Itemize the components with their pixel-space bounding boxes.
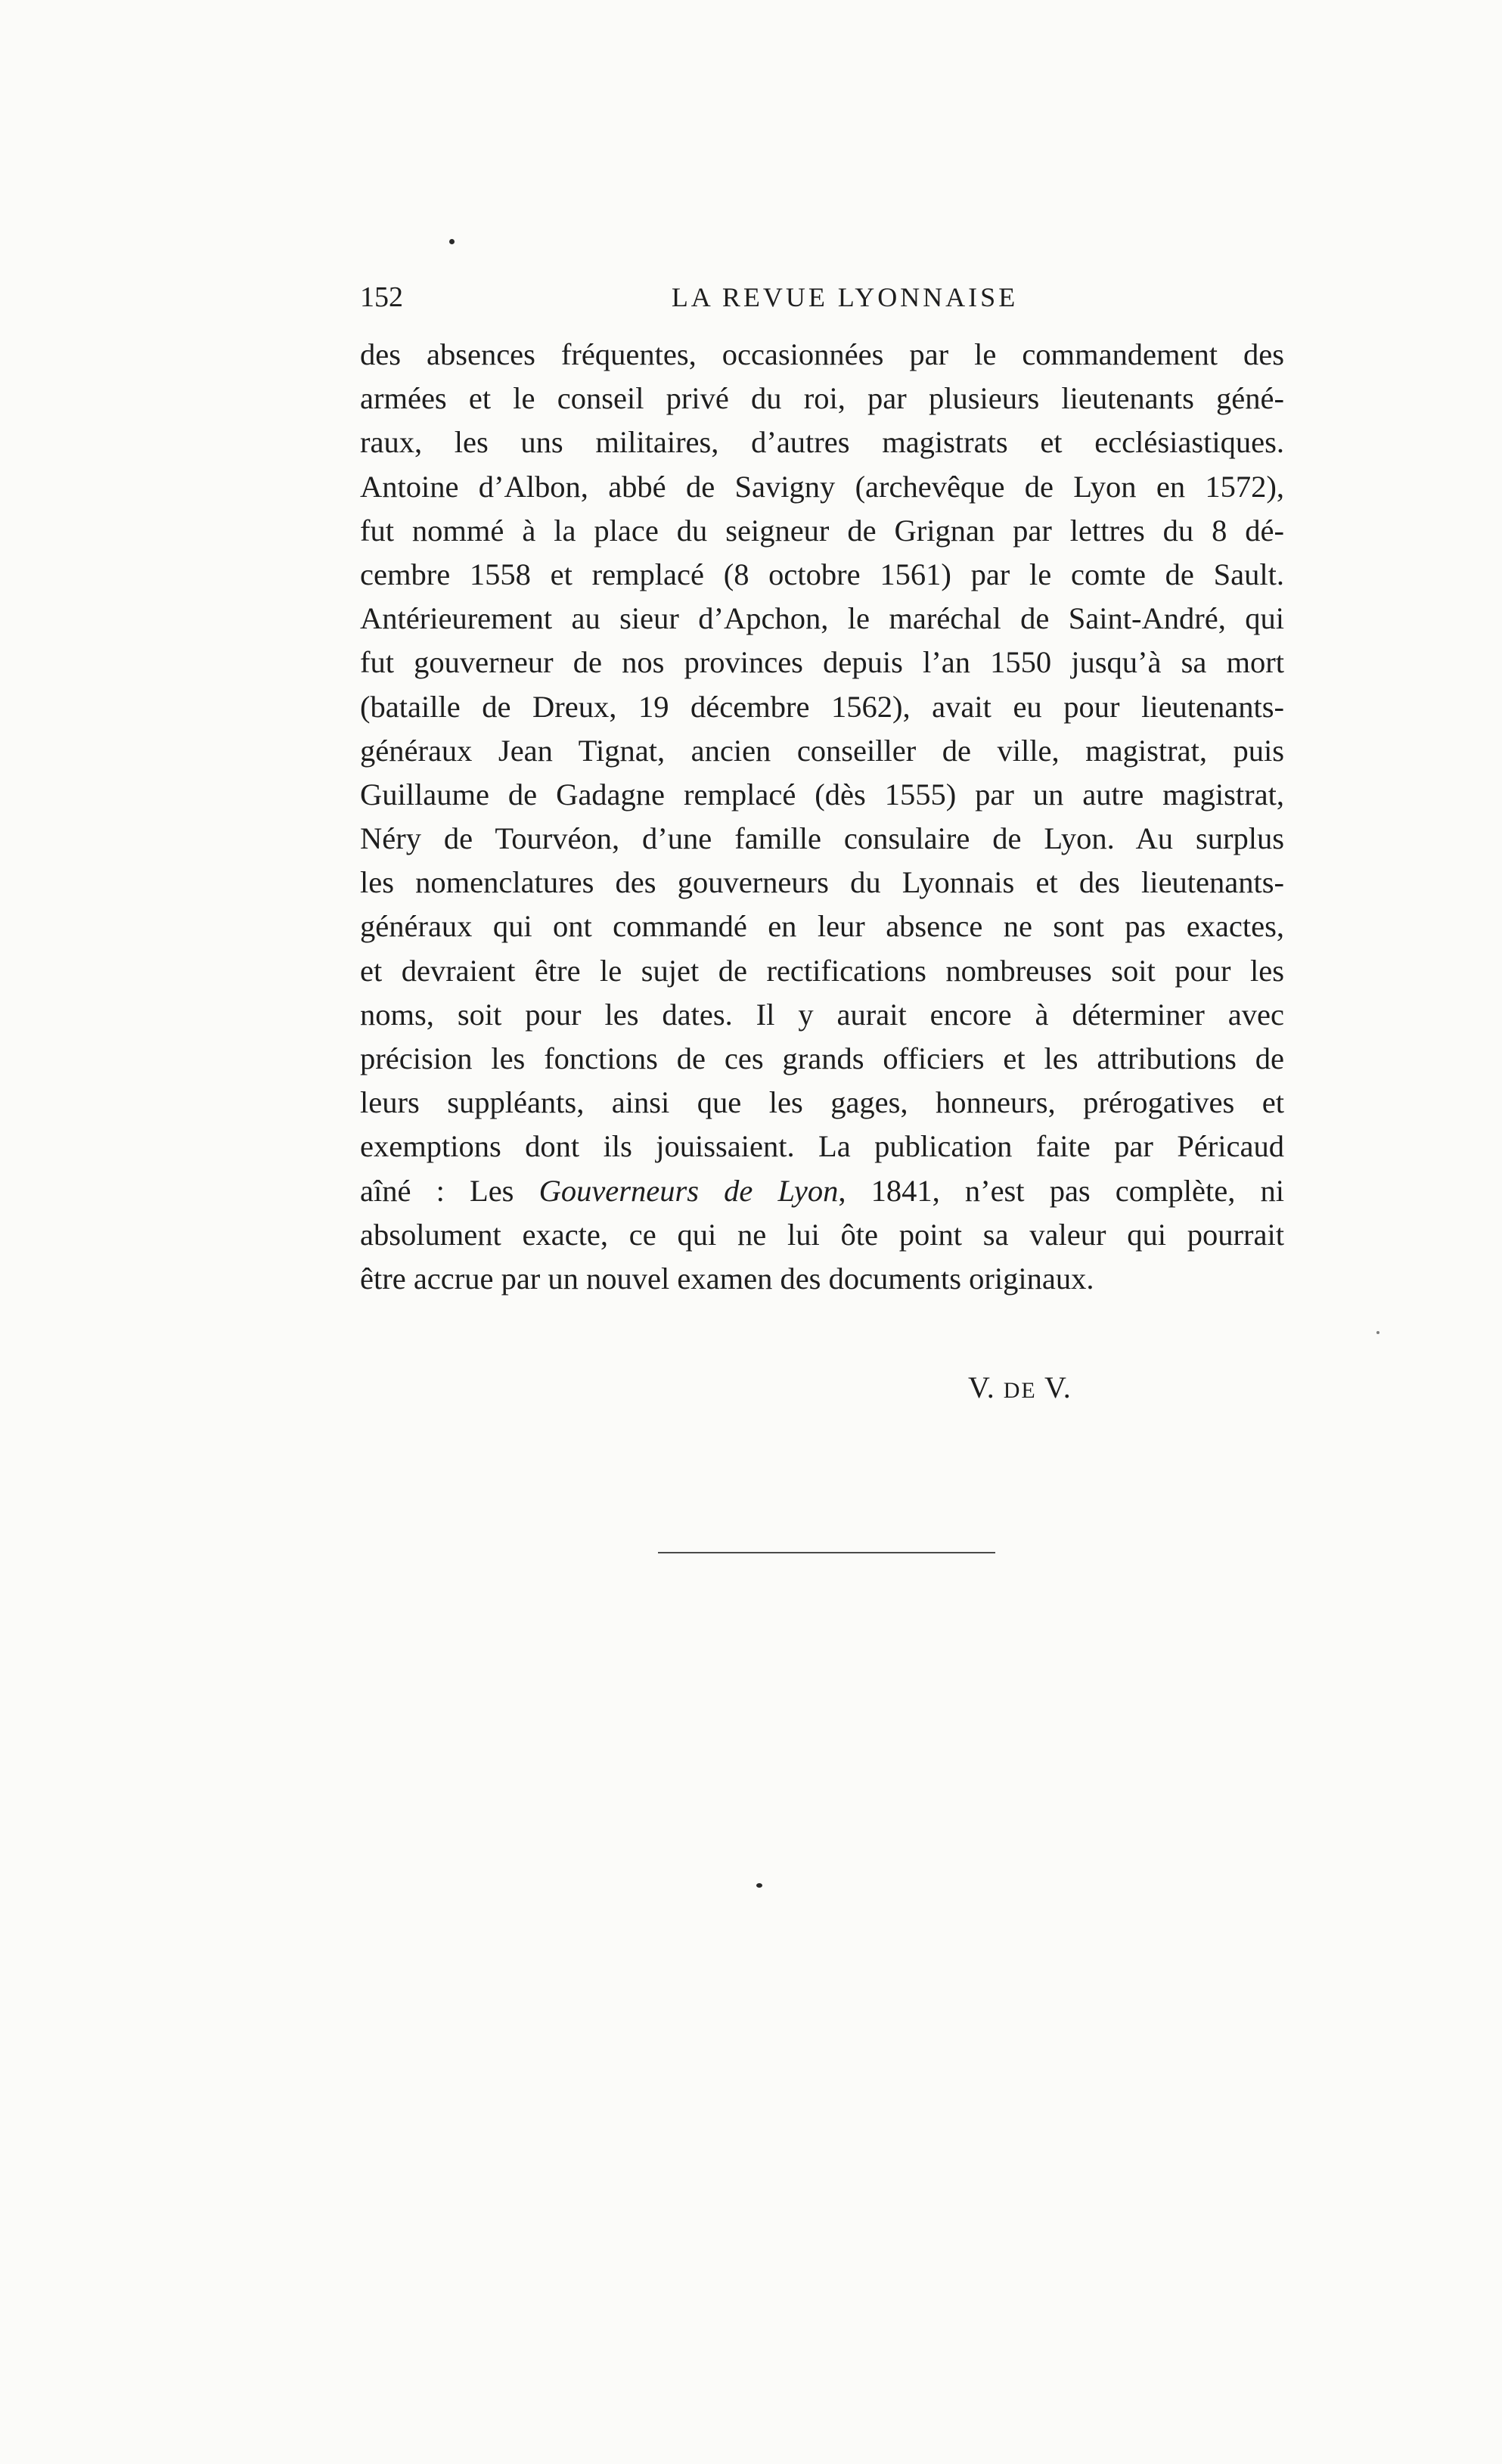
ink-speck [1376, 1331, 1379, 1334]
text-line: fut nommé à la place du seigneur de Grignan par lettres du 8 dé- [360, 513, 1284, 548]
text-line: absolument exacte, ce qui ne lui ôte point sa valeur qui pourrait [360, 1217, 1284, 1252]
text-line: (bataille de Dreux, 19 décembre 1562), avait eu pour lieutenants- [360, 689, 1284, 724]
page-number: 152 [360, 281, 403, 313]
text-line: Antoine d’Albon, abbé de Savigny (archevêque de Lyon en 1572), [360, 469, 1284, 504]
journal-title: LA REVUE LYONNAISE [671, 282, 1019, 312]
text-line: raux, les uns militaires, d’autres magistrats et ecclésiastiques. [360, 425, 1284, 460]
text-segment: , 1841, n’est pas complète, ni [838, 1173, 1285, 1208]
text-line: et devraient être le sujet de rectifications nombreuses soit pour les [360, 953, 1284, 988]
text-line: cembre 1558 et remplacé (8 octobre 1561) par le comte de Sault. [360, 557, 1284, 591]
end-rule-divider [658, 1552, 995, 1553]
text-line: des absences fréquentes, occasionnées par le commandement des [360, 337, 1284, 371]
text-line-last: être accrue par un nouvel examen des documents originaux. [360, 1261, 1094, 1296]
text-segment: aîné : Les [360, 1173, 539, 1208]
text-line: noms, soit pour les dates. Il y aurait encore à déterminer avec [360, 997, 1284, 1032]
signature-initial: V. [968, 1370, 995, 1404]
ink-speck [449, 239, 455, 244]
text-line-with-title [360, 1169, 1284, 1213]
text-line: précision les fonctions de ces grands officiers et les attributions de [360, 1041, 1284, 1075]
running-head [360, 278, 1284, 316]
text-line: Guillaume de Gadagne remplacé (dès 1555) par un autre magistrat, [360, 777, 1284, 812]
text-line: fut gouverneur de nos provinces depuis l’an 1550 jusqu’à sa mort [360, 645, 1284, 680]
text-line: les nomenclatures des gouverneurs du Lyonnais et des lieutenants- [360, 865, 1284, 900]
author-signature [968, 1367, 1072, 1411]
text-line: généraux Jean Tignat, ancien conseiller de ville, magistrat, puis [360, 733, 1284, 768]
text-line: généraux qui ont commandé en leur absence ne sont pas exactes, [360, 909, 1284, 944]
signature-final: V. [1044, 1370, 1072, 1404]
book-title-italic: Gouverneurs de Lyon [538, 1173, 839, 1208]
text-line: exemptions dont ils jouissaient. La publication faite par Péricaud [360, 1129, 1284, 1164]
text-line: leurs suppléants, ainsi que les gages, honneurs, prérogatives et [360, 1085, 1284, 1120]
text-line: armées et le conseil privé du roi, par plusieurs lieutenants géné- [360, 381, 1284, 416]
signature-particle: DE [1003, 1378, 1037, 1403]
text-line: Antérieurement au sieur d’Apchon, le maréchal de Saint-André, qui [360, 601, 1284, 636]
ink-speck [756, 1883, 762, 1888]
body-paragraph [360, 333, 1284, 1301]
text-line: Néry de Tourvéon, d’une famille consulaire de Lyon. Au surplus [360, 821, 1284, 856]
